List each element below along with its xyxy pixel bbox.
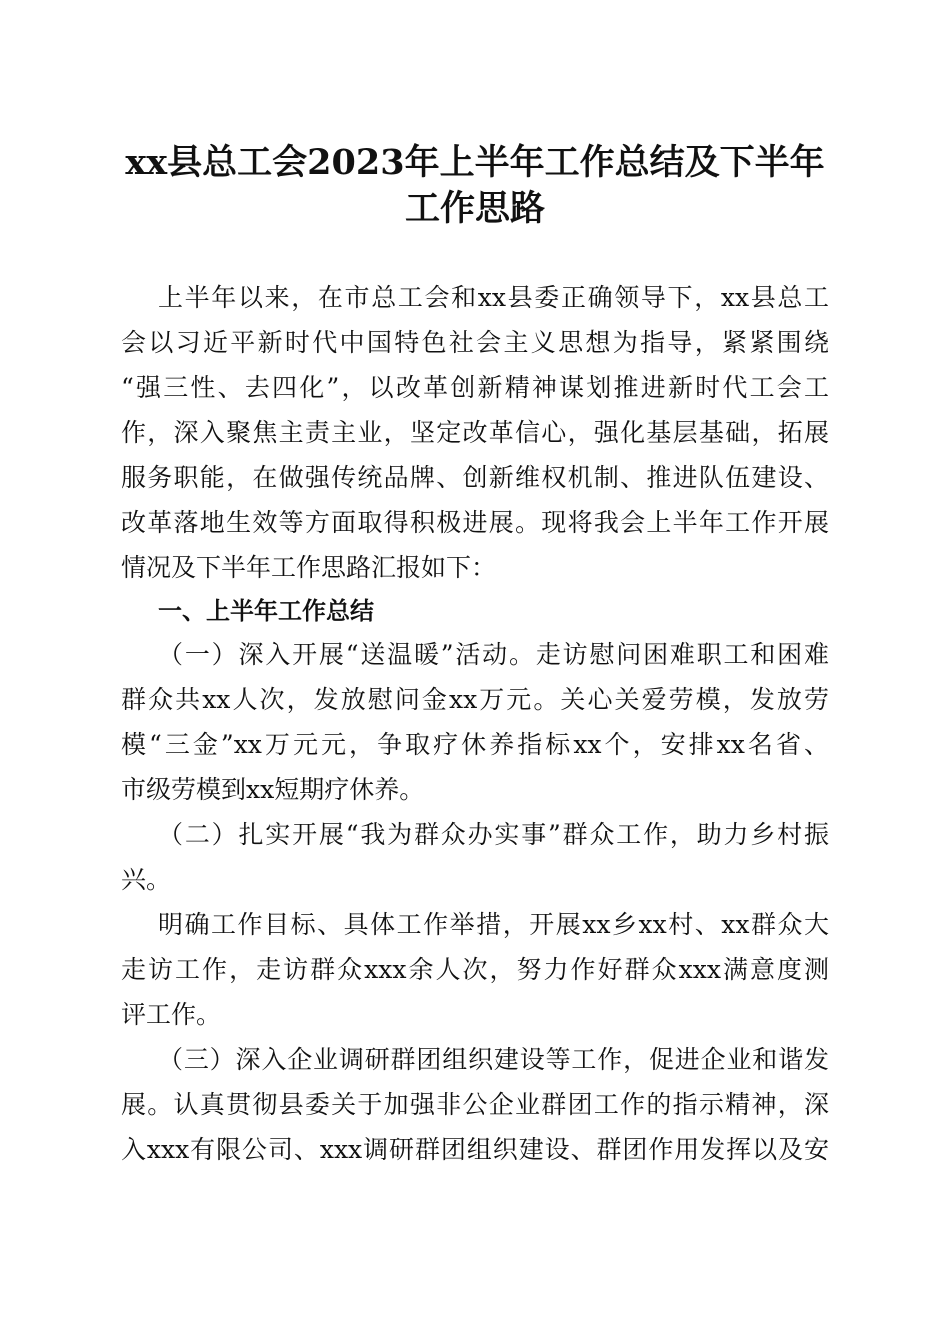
intro-line-2: 会以习近平新时代中国特色社会主义思想为指导，紧紧围绕 bbox=[121, 328, 829, 357]
item3-line-1: （三）深入企业调研群团组织建设等工作，促进企业和谐发 bbox=[158, 1045, 829, 1074]
item2-line-1: （二）扎实开展“我为群众办实事”群众工作，助力乡村振 bbox=[158, 820, 829, 849]
intro-line-6: 改革落地生效等方面取得积极进展。现将我会上半年工作开展 bbox=[121, 508, 829, 537]
document-title-line-1: xx县总工会2023年上半年工作总结及下半年 bbox=[125, 142, 825, 183]
intro-line-4: 作，深入聚焦主责主业，坚定改革信心，强化基层基础，拓展 bbox=[121, 418, 829, 447]
intro-line-7: 情况及下半年工作思路汇报如下： bbox=[121, 553, 497, 582]
item2-body-line-1: 明确工作目标、具体工作举措，开展xx乡xx村、xx群众大 bbox=[158, 910, 829, 939]
item2-body-line-3: 评工作。 bbox=[121, 1000, 222, 1029]
document-title-line-2: 工作思路 bbox=[404, 188, 545, 229]
section-heading-1: 一、上半年工作总结 bbox=[158, 597, 374, 625]
item3-line-2: 展。认真贯彻县委关于加强非公企业群团工作的指示精神，深 bbox=[121, 1090, 829, 1119]
item3-line-3: 入xxx有限公司、xxx调研群团组织建设、群团作用发挥以及安 bbox=[121, 1135, 829, 1164]
item1-line-3: 模“三金”xx万元元，争取疗休养指标xx个，安排xx名省、 bbox=[121, 730, 829, 759]
item2-line-2: 兴。 bbox=[121, 865, 172, 894]
item2-body-line-2: 走访工作，走访群众xxx余人次，努力作好群众xxx满意度测 bbox=[121, 955, 829, 984]
item1-line-1: （一）深入开展“送温暖”活动。走访慰问困难职工和困难 bbox=[158, 640, 829, 669]
intro-line-1: 上半年以来，在市总工会和xx县委正确领导下，xx县总工 bbox=[158, 283, 829, 312]
intro-line-5: 服务职能，在做强传统品牌、创新维权机制、推进队伍建设、 bbox=[121, 463, 829, 492]
item1-line-2: 群众共xx人次，发放慰问金xx万元。关心关爱劳模，发放劳 bbox=[121, 685, 829, 714]
item1-line-4: 市级劳模到xx短期疗休养。 bbox=[121, 775, 425, 804]
intro-line-3: “强三性、去四化”，以改革创新精神谋划推进新时代工会工 bbox=[121, 373, 829, 402]
